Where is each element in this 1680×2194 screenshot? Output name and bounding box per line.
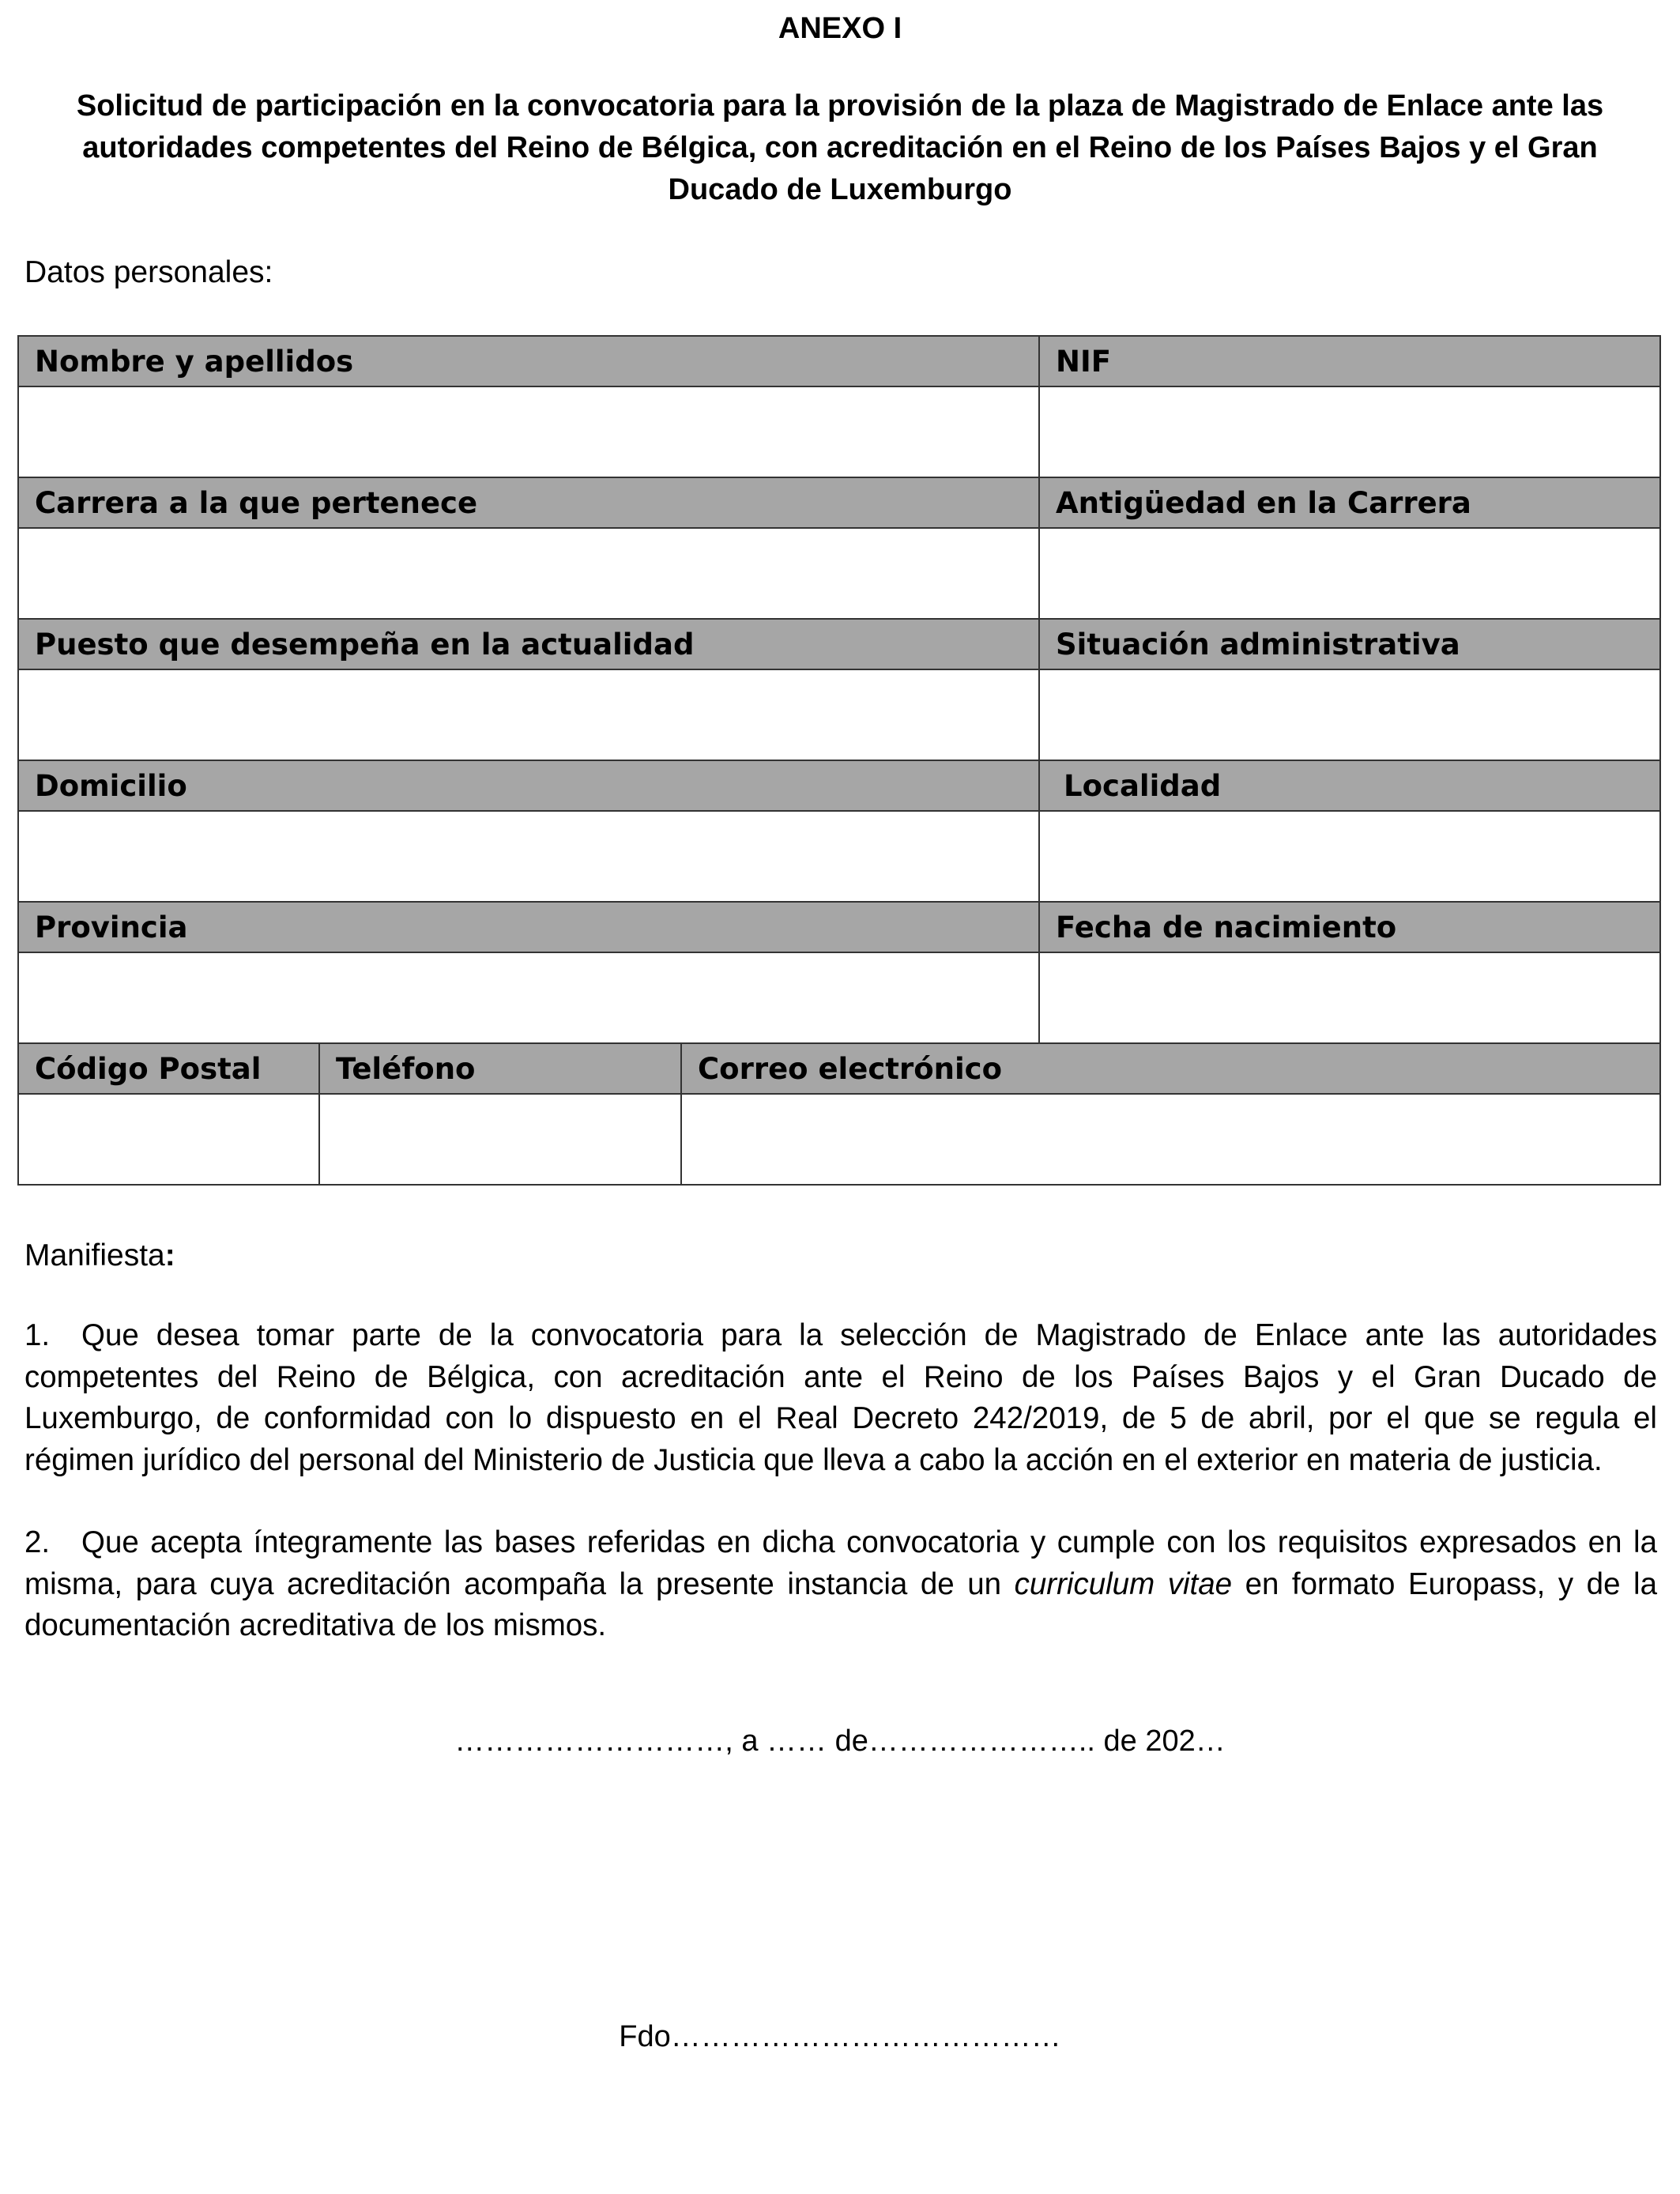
item-text-italic: curriculum vitae: [1014, 1566, 1233, 1601]
province-label: Provincia: [18, 902, 1039, 952]
item-number: 1.: [24, 1318, 51, 1352]
nif-field[interactable]: [1039, 386, 1660, 477]
postal-code-field[interactable]: [18, 1094, 319, 1185]
application-title: Solicitud de participación en la convocatoria para la provisión de la plaza de Magistrado de Enlace ante las autoridades competentes del Reino de Bélgica, con acreditación en el Reino de los Países Bajos y el Gran Ducado de Luxemburgo: [76, 89, 1604, 206]
seniority-field[interactable]: [1039, 528, 1660, 619]
administrative-status-label: Situación administrativa: [1039, 619, 1660, 669]
declaration-item-1: [24, 1315, 1657, 1481]
annex-title: ANEXO I: [778, 12, 902, 45]
phone-field[interactable]: [319, 1094, 681, 1185]
declaration-item-2: [24, 1522, 1657, 1647]
locality-field[interactable]: [1039, 811, 1660, 902]
career-label: Carrera a la que pertenece: [18, 477, 1039, 528]
nif-label: NIF: [1039, 336, 1660, 386]
birth-date-field[interactable]: [1039, 952, 1660, 1043]
seniority-label: Antigüedad en la Carrera: [1039, 477, 1660, 528]
postal-code-label: Código Postal: [18, 1043, 319, 1094]
province-field[interactable]: [18, 952, 1039, 1043]
personal-data-form: [17, 335, 1661, 1186]
address-field[interactable]: [18, 811, 1039, 902]
email-field[interactable]: [681, 1094, 1660, 1185]
phone-label: Teléfono: [319, 1043, 681, 1094]
full-name-label: Nombre y apellidos: [18, 336, 1039, 386]
address-label: Domicilio: [18, 760, 1039, 811]
place-date-line: ………………………, a …… de………………….. de 202…: [454, 1725, 1226, 1758]
item-text: Que desea tomar parte de la convocatoria para la selección de Magistrado de Enlace ante las autoridades competentes del Reino de Bélgica, con acreditación ante el Reino de los Países Bajos y el Gran Ducado de Luxemburgo, de conformidad con lo dispuesto en el Real Decreto 242/2019, de 5 de abril, por el que se regula el régimen jurídico del personal del Ministerio de Justicia que lleva a cabo la acción en el exterior en materia de justicia.: [24, 1318, 1657, 1477]
declaration-label-text: Manifiesta: [24, 1238, 165, 1272]
administrative-status-field[interactable]: [1039, 669, 1660, 760]
signature-line: Fdo…………………………………: [619, 2020, 1061, 2053]
email-label: Correo electrónico: [681, 1043, 1660, 1094]
item-number: 2.: [24, 1525, 51, 1559]
birth-date-label: Fecha de nacimiento: [1039, 902, 1660, 952]
current-position-field[interactable]: [18, 669, 1039, 760]
current-position-label: Puesto que desempeña en la actualidad: [18, 619, 1039, 669]
item-text: Que acepta íntegramente las bases referidas en dicha convocatoria y cumple con los requisitos expresados en la misma, para cuya acreditación acompaña la presente instancia de un: [24, 1525, 1657, 1601]
declaration-label: [24, 1238, 175, 1274]
declaration-label-colon: :: [164, 1238, 175, 1272]
career-field[interactable]: [18, 528, 1039, 619]
locality-label: Localidad: [1039, 760, 1660, 811]
personal-data-label: Datos personales:: [24, 255, 273, 289]
item-text-end: en formato Europass, y de la documentación acreditativa de los mismos.: [24, 1566, 1657, 1642]
full-name-field[interactable]: [18, 386, 1039, 477]
